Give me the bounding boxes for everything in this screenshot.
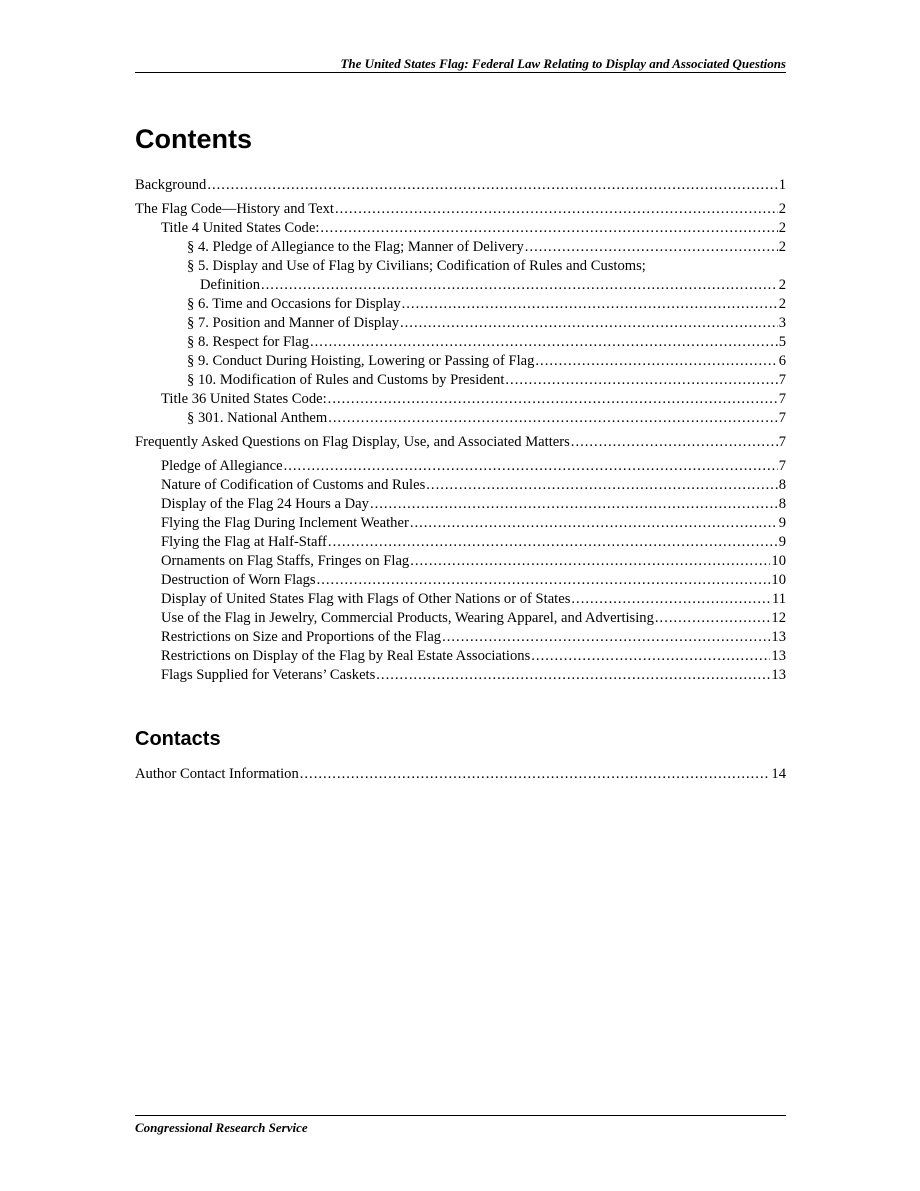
toc-entry-page: 7 xyxy=(778,434,786,450)
toc-entry-page: 9 xyxy=(778,515,786,531)
dot-leader xyxy=(426,476,777,495)
page-footer: Congressional Research Service xyxy=(135,1120,308,1135)
dot-leader xyxy=(317,571,771,590)
toc-entry-ornaments[interactable] xyxy=(135,552,786,571)
toc-entry-section-301[interactable] xyxy=(135,409,786,428)
toc-entry-size-proportions[interactable] xyxy=(135,628,786,647)
contents-title: Contents xyxy=(135,124,252,154)
toc-entry-label: Flying the Flag During Inclement Weather xyxy=(161,515,409,531)
toc-entry-author-contact[interactable] xyxy=(135,765,786,784)
toc-entry-label: § 9. Conduct During Hoisting, Lowering or Passing of Flag xyxy=(187,353,535,369)
toc-entry-page: 2 xyxy=(778,201,786,217)
toc-entry-jewelry-advertising[interactable] xyxy=(135,609,786,628)
dot-leader xyxy=(335,200,778,219)
toc-entry-page: 7 xyxy=(778,391,786,407)
toc-entry-page: 13 xyxy=(771,648,786,664)
dot-leader xyxy=(207,176,777,195)
toc-entry-label: Use of the Flag in Jewelry, Commercial Products, Wearing Apparel, and Advertising xyxy=(161,610,654,626)
toc-entry-section-9[interactable] xyxy=(135,352,786,371)
toc-entry-page: 12 xyxy=(771,610,786,626)
toc-entry-page: 5 xyxy=(778,334,786,350)
toc-entry-label: Title 4 United States Code: xyxy=(161,220,320,236)
dot-leader xyxy=(370,495,778,514)
toc-entry-label: Flying the Flag at Half-Staff xyxy=(161,534,327,550)
toc-entry-background[interactable] xyxy=(135,176,786,195)
dot-leader xyxy=(571,433,778,452)
toc-entry-label: § 4. Pledge of Allegiance to the Flag; Manner of Delivery xyxy=(187,239,524,255)
toc-entry-pledge[interactable] xyxy=(135,457,786,476)
toc-entry-label-continued: Definition xyxy=(200,277,260,293)
toc-entry-page: 13 xyxy=(771,667,786,683)
dot-leader xyxy=(410,552,770,571)
toc-entry-real-estate[interactable] xyxy=(135,647,786,666)
toc-entry-page: 2 xyxy=(778,296,786,312)
toc-entry-page: 13 xyxy=(771,629,786,645)
toc-entry-page: 6 xyxy=(778,353,786,369)
dot-leader xyxy=(328,390,778,409)
table-of-contents xyxy=(135,176,786,685)
toc-entry-veterans-caskets[interactable] xyxy=(135,666,786,685)
dot-leader xyxy=(410,514,778,533)
dot-leader xyxy=(525,238,778,257)
dot-leader xyxy=(400,314,778,333)
dot-leader xyxy=(376,666,770,685)
toc-entry-page: 3 xyxy=(778,315,786,331)
toc-entry-destruction[interactable] xyxy=(135,571,786,590)
toc-entry-label: Frequently Asked Questions on Flag Display, Use, and Associated Matters xyxy=(135,434,570,450)
toc-entry-page: 2 xyxy=(778,220,786,236)
footer-rule xyxy=(135,1115,786,1116)
toc-entry-label: Display of the Flag 24 Hours a Day xyxy=(161,496,369,512)
toc-entry-label: § 7. Position and Manner of Display xyxy=(187,315,399,331)
dot-leader xyxy=(531,647,770,666)
toc-entry-page: 1 xyxy=(778,177,786,193)
contacts-title: Contacts xyxy=(135,728,221,750)
toc-entry-label: § 8. Respect for Flag xyxy=(187,334,309,350)
toc-entry-label: Restrictions on Size and Proportions of the Flag xyxy=(161,629,442,645)
toc-entry-page: 7 xyxy=(778,410,786,426)
dot-leader xyxy=(535,352,777,371)
toc-entry-page: 10 xyxy=(771,572,786,588)
toc-entry-label: Nature of Codification of Customs and Rules xyxy=(161,477,426,493)
running-header: The United States Flag: Federal Law Relating to Display and Associated Questions xyxy=(340,56,786,71)
toc-entry-label: § 5. Display and Use of Flag by Civilians; Codification of Rules and Customs; xyxy=(187,258,646,274)
dot-leader xyxy=(261,276,778,295)
dot-leader xyxy=(655,609,771,628)
toc-entry-page: 11 xyxy=(771,591,786,607)
toc-entry-label: Flags Supplied for Veterans’ Caskets xyxy=(161,667,376,683)
toc-entry-label: Title 36 United States Code: xyxy=(161,391,327,407)
toc-entry-label: § 6. Time and Occasions for Display xyxy=(187,296,401,312)
toc-entry-section-6[interactable] xyxy=(135,295,786,314)
toc-entry-label: Author Contact Information xyxy=(135,766,299,782)
dot-leader xyxy=(328,533,778,552)
dot-leader xyxy=(320,219,777,238)
toc-entry-page: 8 xyxy=(778,477,786,493)
header-rule xyxy=(135,72,786,73)
toc-entry-label: Ornaments on Flag Staffs, Fringes on Flag xyxy=(161,553,410,569)
toc-entry-page: 8 xyxy=(778,496,786,512)
toc-entry-section-4[interactable] xyxy=(135,238,786,257)
dot-leader xyxy=(300,765,771,784)
contacts-list xyxy=(135,765,786,784)
toc-entry-label: The Flag Code—History and Text xyxy=(135,201,334,217)
toc-entry-title-4[interactable] xyxy=(135,219,786,238)
toc-entry-label: Restrictions on Display of the Flag by Real Estate Associations xyxy=(161,648,531,664)
toc-entry-label: Destruction of Worn Flags xyxy=(161,572,316,588)
toc-entry-other-nations[interactable] xyxy=(135,590,786,609)
toc-entry-label: Display of United States Flag with Flags of Other Nations or of States xyxy=(161,591,571,607)
toc-entry-section-10[interactable] xyxy=(135,371,786,390)
toc-entry-inclement-weather[interactable] xyxy=(135,514,786,533)
dot-leader xyxy=(328,409,777,428)
toc-entry-page: 9 xyxy=(778,534,786,550)
toc-entry-flag-code-history[interactable] xyxy=(135,200,786,219)
toc-entry-label: Pledge of Allegiance xyxy=(161,458,283,474)
toc-entry-page: 2 xyxy=(778,239,786,255)
toc-entry-page: 14 xyxy=(771,766,786,782)
dot-leader xyxy=(402,295,778,314)
toc-entry-title-36[interactable] xyxy=(135,390,786,409)
dot-leader xyxy=(571,590,771,609)
toc-entry-page: 10 xyxy=(771,553,786,569)
toc-entry-page: 7 xyxy=(778,372,786,388)
dot-leader xyxy=(310,333,778,352)
toc-entry-nature-of-codification[interactable] xyxy=(135,476,786,495)
toc-entry-page: 2 xyxy=(778,277,786,293)
toc-entry-section-5[interactable] xyxy=(135,257,786,295)
dot-leader xyxy=(442,628,770,647)
toc-entry-label: § 10. Modification of Rules and Customs by President xyxy=(187,372,505,388)
toc-entry-label: Background xyxy=(135,177,207,193)
toc-entry-section-8[interactable] xyxy=(135,333,786,352)
toc-entry-faq[interactable] xyxy=(135,433,786,452)
toc-entry-display-24-hours[interactable] xyxy=(135,495,786,514)
toc-entry-section-7[interactable] xyxy=(135,314,786,333)
toc-entry-page: 7 xyxy=(778,458,786,474)
toc-entry-label: § 301. National Anthem xyxy=(187,410,328,426)
toc-entry-half-staff[interactable] xyxy=(135,533,786,552)
dot-leader xyxy=(284,457,778,476)
dot-leader xyxy=(505,371,777,390)
